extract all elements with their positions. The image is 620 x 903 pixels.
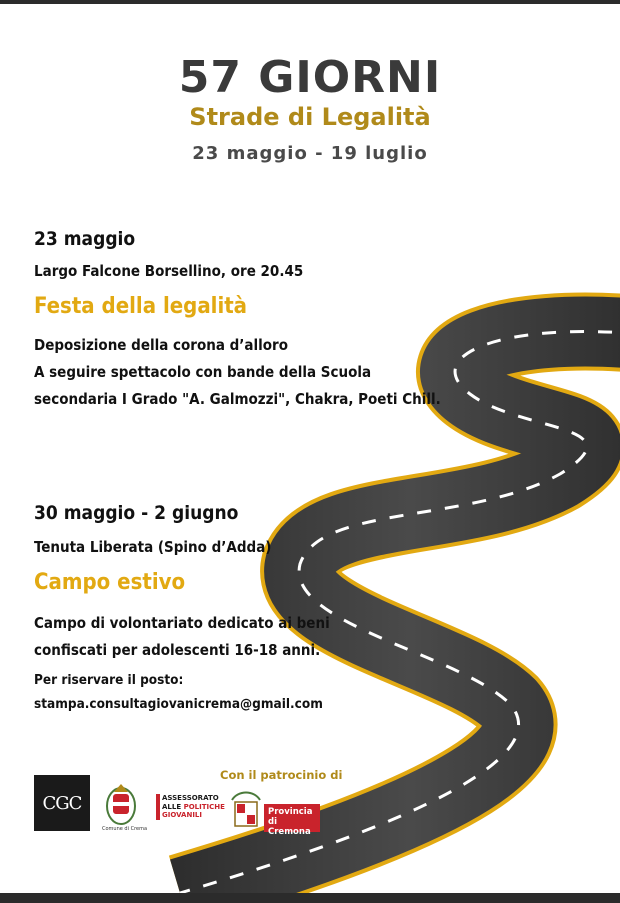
assessorato-alle: ALLE xyxy=(162,802,182,811)
contact-email[interactable]: stampa.consultagiovanicrema@gmail.com xyxy=(34,696,323,712)
event1-desc-line: secondaria I Grado "A. Galmozzi", Chakra, Poeti Chill. xyxy=(34,390,441,408)
assessorato-line3: GIOVANILI xyxy=(162,811,203,819)
event2-description xyxy=(34,610,330,664)
cgc-logo: CGC xyxy=(34,775,90,831)
page-title: 57 GIORNI xyxy=(178,52,442,103)
event2-date: 30 maggio - 2 giugno xyxy=(34,502,239,524)
patronage-label: Con il patrocinio di xyxy=(220,768,343,782)
event1-location: Largo Falcone Borsellino, ore 20.45 xyxy=(34,262,304,280)
event1-date: 23 maggio xyxy=(34,228,136,250)
assessorato-bar xyxy=(156,794,160,820)
event1-description xyxy=(34,332,441,413)
provincia-line2: di Cremona xyxy=(268,817,311,837)
assessorato-line2 xyxy=(162,803,232,812)
event1-desc-line: Deposizione della corona d’alloro xyxy=(34,336,288,354)
date-range: 23 maggio - 19 luglio xyxy=(192,143,428,164)
poster xyxy=(0,4,620,893)
assessorato-line1: ASSESSORATO xyxy=(162,794,219,802)
reserve-block xyxy=(34,668,323,716)
event2-location: Tenuta Liberata (Spino d’Adda) xyxy=(34,538,272,556)
event2-desc-line: confiscati per adolescenti 16-18 anni. xyxy=(34,641,321,659)
provincia-line1: Provincia xyxy=(268,807,313,817)
reserve-label: Per riservare il posto: xyxy=(34,672,184,688)
provincia-crest-icon xyxy=(228,784,264,834)
provincia-logo xyxy=(264,804,320,837)
comune-label: Comune di Crema xyxy=(102,826,148,832)
road-illustration xyxy=(0,4,620,893)
page-subtitle: Strade di Legalità xyxy=(189,103,431,131)
assessorato-politiche: POLITICHE xyxy=(183,802,225,811)
event2-desc-line: Campo di volontariato dedicato ai beni xyxy=(34,614,330,632)
assessorato-text xyxy=(162,794,232,820)
event1-name: Festa della legalità xyxy=(34,294,248,319)
event2-name: Campo estivo xyxy=(34,570,186,595)
event1-desc-line: A seguire spettacolo con bande della Scuola xyxy=(34,363,372,381)
